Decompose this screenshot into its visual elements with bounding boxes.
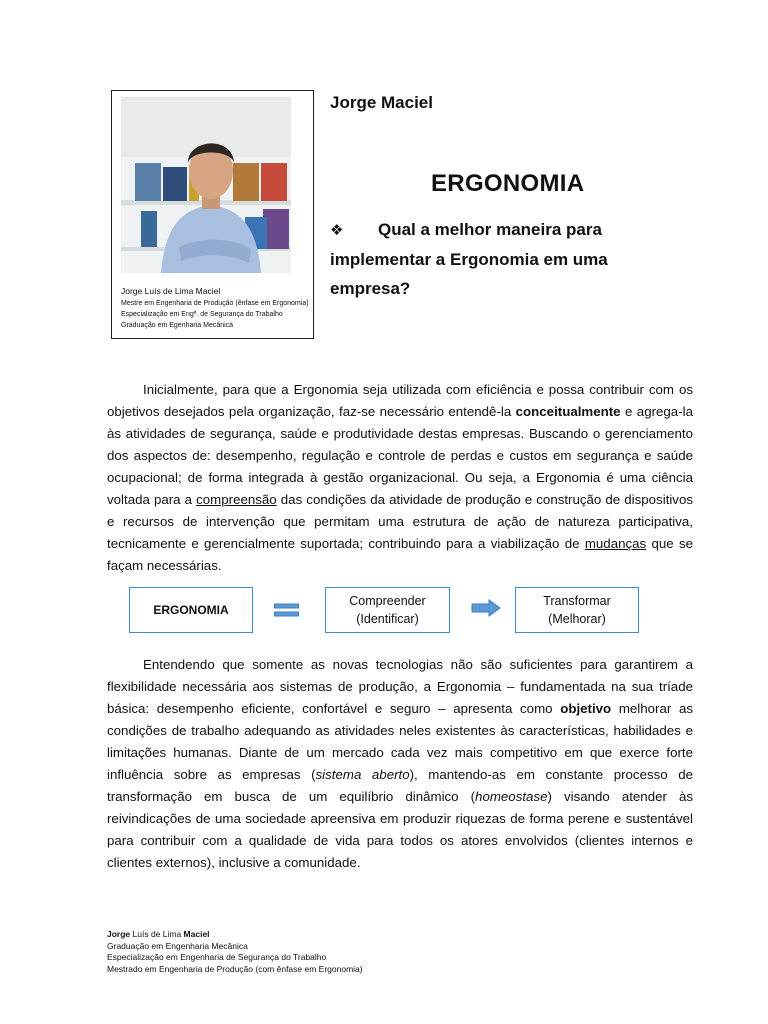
paragraph-text: Inicialmente, para que a Ergonomia seja utilizada com eficiência e possa contribuir com os objetivos desejados pela organização, faz-se necessário entendê-la [107, 382, 693, 419]
author-name: Jorge Maciel [330, 93, 433, 112]
author-photo [121, 97, 291, 273]
equals-icon [274, 603, 299, 617]
diagram-box-sublabel: (Melhorar) [548, 612, 606, 626]
paragraph-text: que se façam necessárias. [107, 536, 693, 573]
emphasis-underline: compreensão [196, 492, 277, 507]
footer-author-name [107, 929, 363, 941]
paragraph-objective [107, 654, 693, 874]
profile-line: Especialização em Engª. de Segurança do Trabalho [121, 311, 283, 318]
diagram-box-sublabel: (Identificar) [356, 612, 419, 626]
diagram-box-label: Compreender [349, 594, 426, 608]
footer-line: Especialização em Engenharia de Segurança do Trabalho [107, 952, 327, 962]
profile-line: Mestre em Engenharia de Produção (ênfase em Ergonomia) [121, 300, 309, 307]
question-heading [330, 215, 630, 303]
diagram-box-label: ERGONOMIA [153, 603, 229, 617]
paragraph-text: das condições da atividade de produção e construção de dispositivos e recursos de intervenção que permitam uma estrutura de ação de natureza participativa, tecnicamente e gerencialmente suportada; contribuindo para a viabilização de [107, 492, 693, 551]
footer-name-first: Jorge [107, 929, 131, 939]
paragraph-text: Entendendo que somente as novas tecnologias não são suficientes para garantirem a flexibilidade necessária aos sistemas de produção, a Ergonomia – fundamentada na sua tríade básica: desempenho eficiente, confortável e seguro – apresenta como [107, 657, 693, 716]
emphasis-italic: sistema aberto [315, 767, 410, 782]
diagram-box-label: Transformar [543, 594, 611, 608]
page-title: ERGONOMIA [431, 170, 585, 197]
diamond-bullet-icon: ❖ [330, 222, 344, 239]
arrow-right-icon [471, 599, 501, 617]
question-text: Qual a melhor maneira para implementar a Ergonomia em uma empresa? [330, 220, 608, 298]
profile-caption [121, 285, 311, 331]
paragraph-text: ) visando atender às reivindicações de uma sociedade apreensiva em produzir riquezas de forma perene e sustentável para contribuir com a qualidade de vida para todos os atores envolvidos (clientes internos e clientes externos), inclusive a comunidade. [107, 789, 694, 870]
author-profile-card [111, 90, 314, 339]
footer-line: Mestrado em Engenharia de Produção (com ênfase em Ergonomia) [107, 963, 363, 974]
diagram-box-compreender [325, 587, 450, 633]
profile-line: Graduação em Egenharia Mecânica [121, 322, 234, 329]
emphasis-bold: conceitualmente [515, 404, 621, 419]
footer-line: Graduação em Engenharia Mecânica [107, 940, 248, 951]
profile-name: Jorge Luís de Lima Maciel [121, 286, 221, 296]
footer-name-last: Maciel [183, 929, 210, 939]
paragraph-text: ), mantendo-as em constante processo de transformação em busca de um equilíbrio dinâmico ( [107, 767, 693, 804]
emphasis-bold: objetivo [560, 701, 612, 716]
paragraph-text: melhorar as condições de trabalho adequando as atividades neles existentes às características, habilidades e limitações humanas. Diante de um mercado cada vez mais competitivo em que exerce forte influência sobre as empresas ( [107, 701, 693, 782]
emphasis-underline: mudanças [584, 536, 647, 551]
emphasis-italic: homeostase [475, 789, 548, 804]
paragraph-text: e agrega-la às atividades de segurança, saúde e produtividade destas empresas. Buscando o gerenciamento dos aspectos de: desempenho, regulação e controle de perdas e custos em segurança e saúde ocupacional; de forma integrada à gestão organizacional. Ou seja, a Ergonomia é uma ciência voltada para a [107, 404, 693, 507]
diagram-box-transformar [515, 587, 639, 633]
paragraph-intro [107, 379, 693, 577]
diagram-box-ergonomia [129, 587, 253, 633]
footer-name-middle: Luís de Lima [130, 929, 184, 939]
footer-credentials [107, 929, 363, 975]
